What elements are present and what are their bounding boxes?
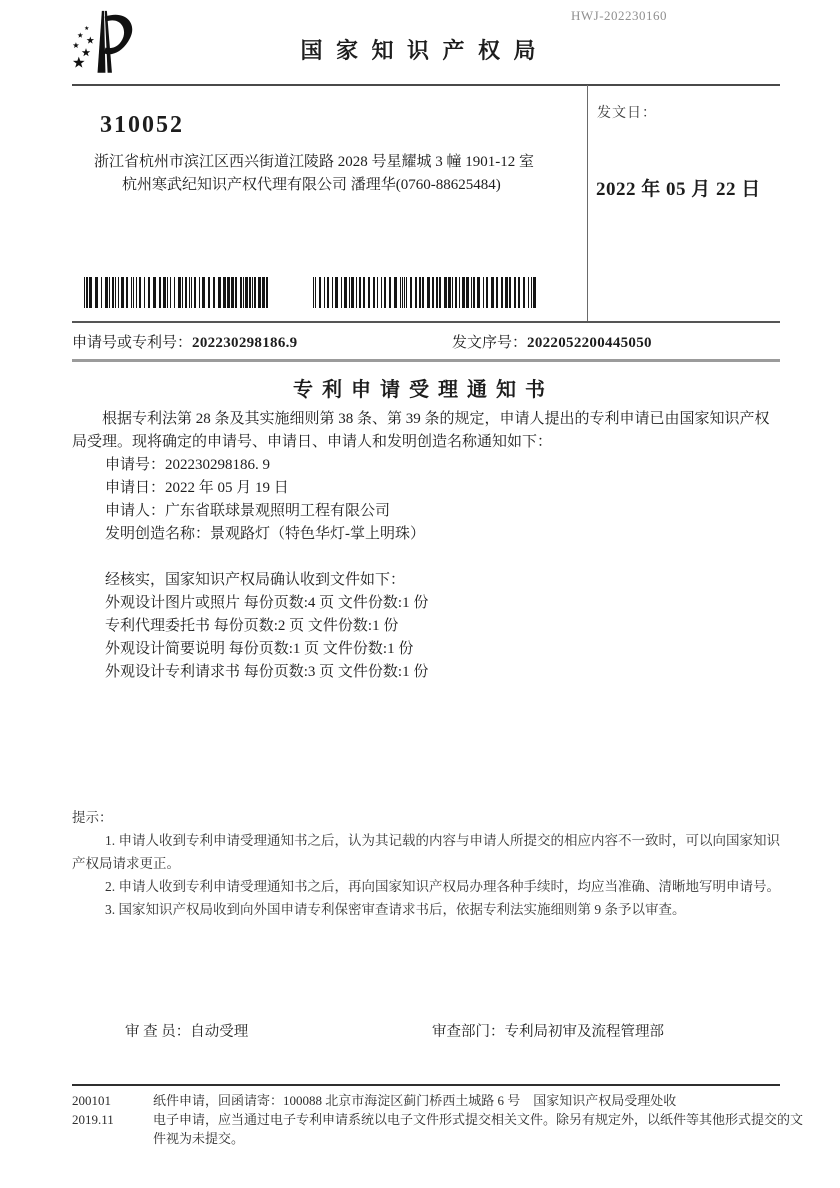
notice-body <box>72 408 784 684</box>
notice-intro: 根据专利法第 28 条及其实施细则第 38 条、第 39 条的规定，申请人提出的专利申请已由国家知识产权局受理。现将确定的申请号、申请日、申请人和发明创造名称通知如下： <box>72 411 770 450</box>
examiner <box>125 1020 248 1041</box>
recipient-agency: 杭州寒武纪知识产权代理有限公司 潘理华(0760-88625484) <box>122 177 501 193</box>
application-number-label: 申请号或专利号： <box>72 335 193 351</box>
issue-box-divider <box>587 85 588 322</box>
department-label: 审查部门： <box>432 1024 505 1040</box>
examiner-value: 自动受理 <box>190 1024 249 1040</box>
barcode-right <box>313 277 541 308</box>
application-number <box>72 331 297 352</box>
field-invention-title: 发明创造名称：景观路灯（特色华灯-掌上明珠） <box>105 526 426 542</box>
footer-divider <box>72 1084 780 1086</box>
footer-form-code: 2019.11 <box>72 1112 114 1127</box>
footer-note-text: 纸件申请，回函请寄：100088 北京市海淀区蓟门桥西土城路 6 号 国家知识产权局受理处收 <box>153 1093 677 1108</box>
application-number-value: 202230298186.9 <box>192 335 298 351</box>
examining-department <box>432 1020 664 1041</box>
department-value: 专利局初审及流程管理部 <box>504 1024 664 1040</box>
tips-section <box>72 806 786 921</box>
field-applicant: 申请人：广东省联球景观照明工程有限公司 <box>105 503 391 519</box>
footer-form-code: 200101 <box>72 1093 111 1108</box>
examiner-label: 审 查 员： <box>125 1024 191 1040</box>
issue-date-value: 2022 年 05 月 22 日 <box>596 179 761 200</box>
footer-notes <box>72 1091 804 1148</box>
tip-item: 2. 申请人收到专利申请受理通知书之后，再向国家知识产权局办理各种手续时，均应当准确、清晰地写明申请号。 <box>105 879 780 894</box>
recipient-address: 浙江省杭州市滨江区西兴街道江陵路 2028 号星耀城 3 幢 1901-12 室 <box>94 154 534 170</box>
field-application-number: 申请号：202230298186. 9 <box>105 457 271 473</box>
serial-number <box>452 331 652 352</box>
header-divider <box>72 84 780 86</box>
received-intro: 经核实，国家知识产权局确认收到文件如下： <box>105 572 406 588</box>
document-item: 外观设计简要说明 每份页数:1 页 文件份数:1 份 <box>105 641 414 657</box>
tips-heading: 提示： <box>72 810 113 825</box>
footer-row <box>72 1110 804 1148</box>
document-item: 外观设计专利请求书 每份页数:3 页 文件份数:1 份 <box>105 664 429 680</box>
barcode-left <box>84 277 272 308</box>
document-code: HWJ-202230160 <box>571 8 668 23</box>
title-divider <box>72 359 780 362</box>
field-filing-date: 申请日：2022 年 05 月 19 日 <box>105 480 289 496</box>
document-item: 专利代理委托书 每份页数:2 页 文件份数:1 份 <box>105 618 399 634</box>
document-item: 外观设计图片或照片 每份页数:4 页 文件份数:1 份 <box>105 595 429 611</box>
barcode-divider <box>72 321 780 323</box>
footer-row <box>72 1091 784 1110</box>
tip-item: 3. 国家知识产权局收到向外国申请专利保密审查请求书后，依据专利法实施细则第 9 条予以审查。 <box>105 902 686 917</box>
serial-number-label: 发文序号： <box>452 335 528 351</box>
footer-note-text: 电子申请，应当通过电子专利申请系统以电子文件形式提交相关文件。除另有规定外，以纸件等其他形式提交的文件视为未提交。 <box>153 1112 804 1146</box>
postal-code: 310052 <box>100 112 184 138</box>
org-title: 国 家 知 识 产 权 局 <box>300 38 540 63</box>
issue-date-label: 发文日： <box>597 106 657 121</box>
spacer <box>72 546 784 569</box>
notice-title: 专 利 申 请 受 理 通 知 书 <box>293 379 547 401</box>
tip-item: 1. 申请人收到专利申请受理通知书之后，认为其记载的内容与申请人所提交的相应内容不一致时，可以向国家知识产权局请求更正。 <box>72 833 780 871</box>
serial-number-value: 2022052200445050 <box>527 335 652 351</box>
